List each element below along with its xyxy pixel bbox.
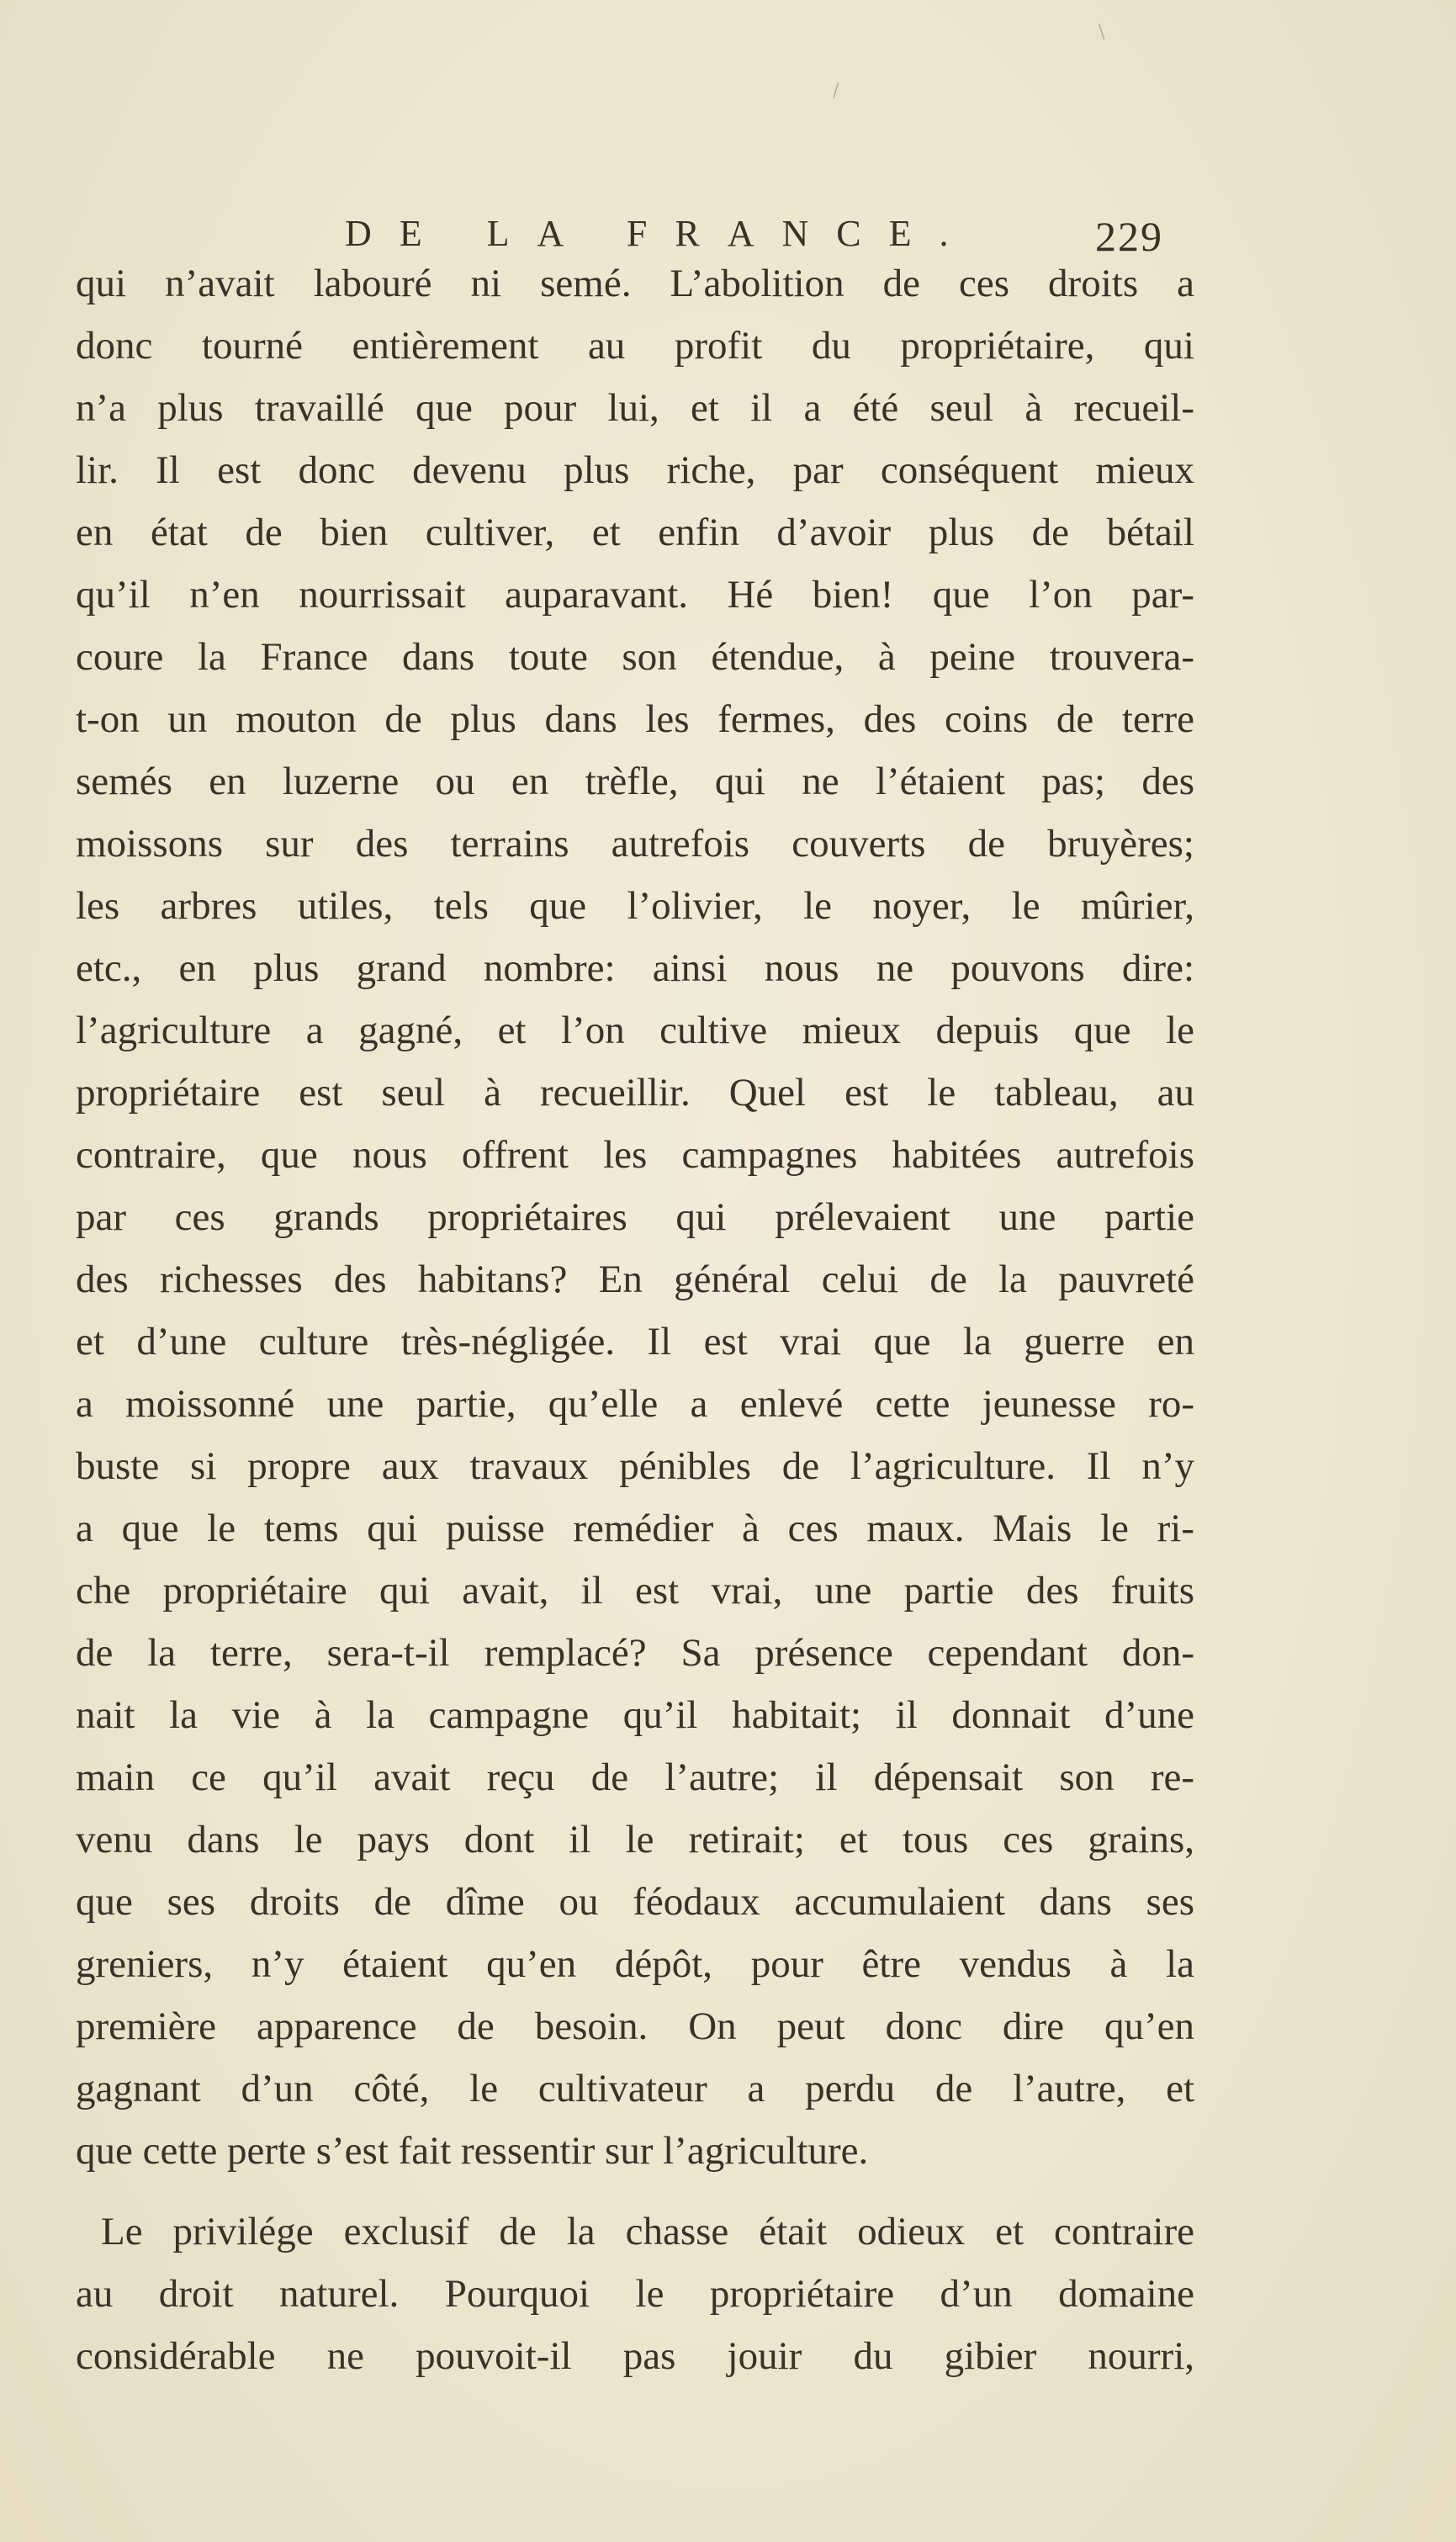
text-line: première apparence de besoin. On peut donc dire qu’en	[76, 2004, 1194, 2048]
text-line: donc tourné entièrement au profit du propriétaire, qui	[76, 324, 1194, 368]
text-line: main ce qu’il avait reçu de l’autre; il dépensait son re-	[76, 1756, 1194, 1799]
text-line: n’a plus travaillé que pour lui, et il a été seul à recueil-	[76, 386, 1194, 430]
text-line: des richesses des habitans? En général celui de la pauvreté	[76, 1258, 1194, 1301]
text-line: l’agriculture a gagné, et l’on cultive mieux depuis que le	[76, 1009, 1194, 1052]
text-line: a que le tems qui puisse remédier à ces maux. Mais le ri-	[76, 1507, 1194, 1550]
text-line: contraire, que nous offrent les campagnes habitées autrefois	[76, 1133, 1194, 1177]
text-line: de la terre, sera-t-il remplacé? Sa présence cependant don-	[76, 1631, 1194, 1675]
text-line: et d’une culture très-négligée. Il est vrai que la guerre en	[76, 1320, 1194, 1364]
text-line: qu’il n’en nourrissait auparavant. Hé bien! que l’on par-	[76, 573, 1194, 617]
text-line: considérable ne pouvoit-il pas jouir du gibier nourri,	[76, 2334, 1194, 2378]
text-line: semés en luzerne ou en trèfle, qui ne l’étaient pas; des	[76, 760, 1194, 803]
text-line: greniers, n’y étaient qu’en dépôt, pour être vendus à la	[76, 1942, 1194, 1986]
text-line: venu dans le pays dont il le retirait; et tous ces grains,	[76, 1818, 1194, 1861]
text-line: que cette perte s’est fait ressentir sur l’agriculture.	[76, 2129, 869, 2173]
text-line: gagnant d’un côté, le cultivateur a perdu de l’autre, et	[76, 2067, 1194, 2110]
text-line: nait la vie à la campagne qu’il habitait; il donnait d’une	[76, 1693, 1194, 1737]
text-line: par ces grands propriétaires qui prélevaient une partie	[76, 1195, 1194, 1239]
text-line: etc., en plus grand nombre: ainsi nous ne pouvons dire:	[76, 946, 1194, 990]
text-line: moissons sur des terrains autrefois couverts de bruyères;	[76, 822, 1194, 866]
text-line: au droit naturel. Pourquoi le propriétaire d’un domaine	[76, 2272, 1194, 2316]
page-number: 229	[1095, 213, 1163, 260]
text-line: a moissonné une partie, qu’elle a enlevé cette jeunesse ro-	[76, 1382, 1194, 1426]
paper-speck: \	[1099, 22, 1105, 43]
text-line: propriétaire est seul à recueillir. Quel est le tableau, au	[76, 1071, 1194, 1115]
text-line: que ses droits de dîme ou féodaux accumulaient dans ses	[76, 1880, 1194, 1924]
text-line: t-on un mouton de plus dans les fermes, des coins de terre	[76, 697, 1194, 741]
paragraph	[76, 2200, 1194, 2387]
text-line: buste si propre aux travaux pénibles de l’agriculture. Il n’y	[76, 1444, 1194, 1488]
text-line: qui n’avait labouré ni semé. L’abolition de ces droits a	[76, 262, 1194, 305]
paper-speck: /	[833, 81, 839, 102]
paragraph	[76, 252, 1194, 2182]
body-text	[76, 252, 1194, 2387]
text-line: en état de bien cultiver, et enfin d’avoir plus de bétail	[76, 511, 1194, 554]
text-line: coure la France dans toute son étendue, à peine trouvera-	[76, 635, 1194, 679]
text-line: Le privilége exclusif de la chasse était odieux et contraire	[101, 2210, 1194, 2253]
text-line: che propriétaire qui avait, il est vrai, une partie des fruits	[76, 1569, 1194, 1613]
text-line: lir. Il est donc devenu plus riche, par conséquent mieux	[76, 448, 1194, 492]
text-line: les arbres utiles, tels que l’olivier, le noyer, le mûrier,	[76, 884, 1194, 928]
running-title: DE LA FRANCE.	[345, 213, 977, 254]
